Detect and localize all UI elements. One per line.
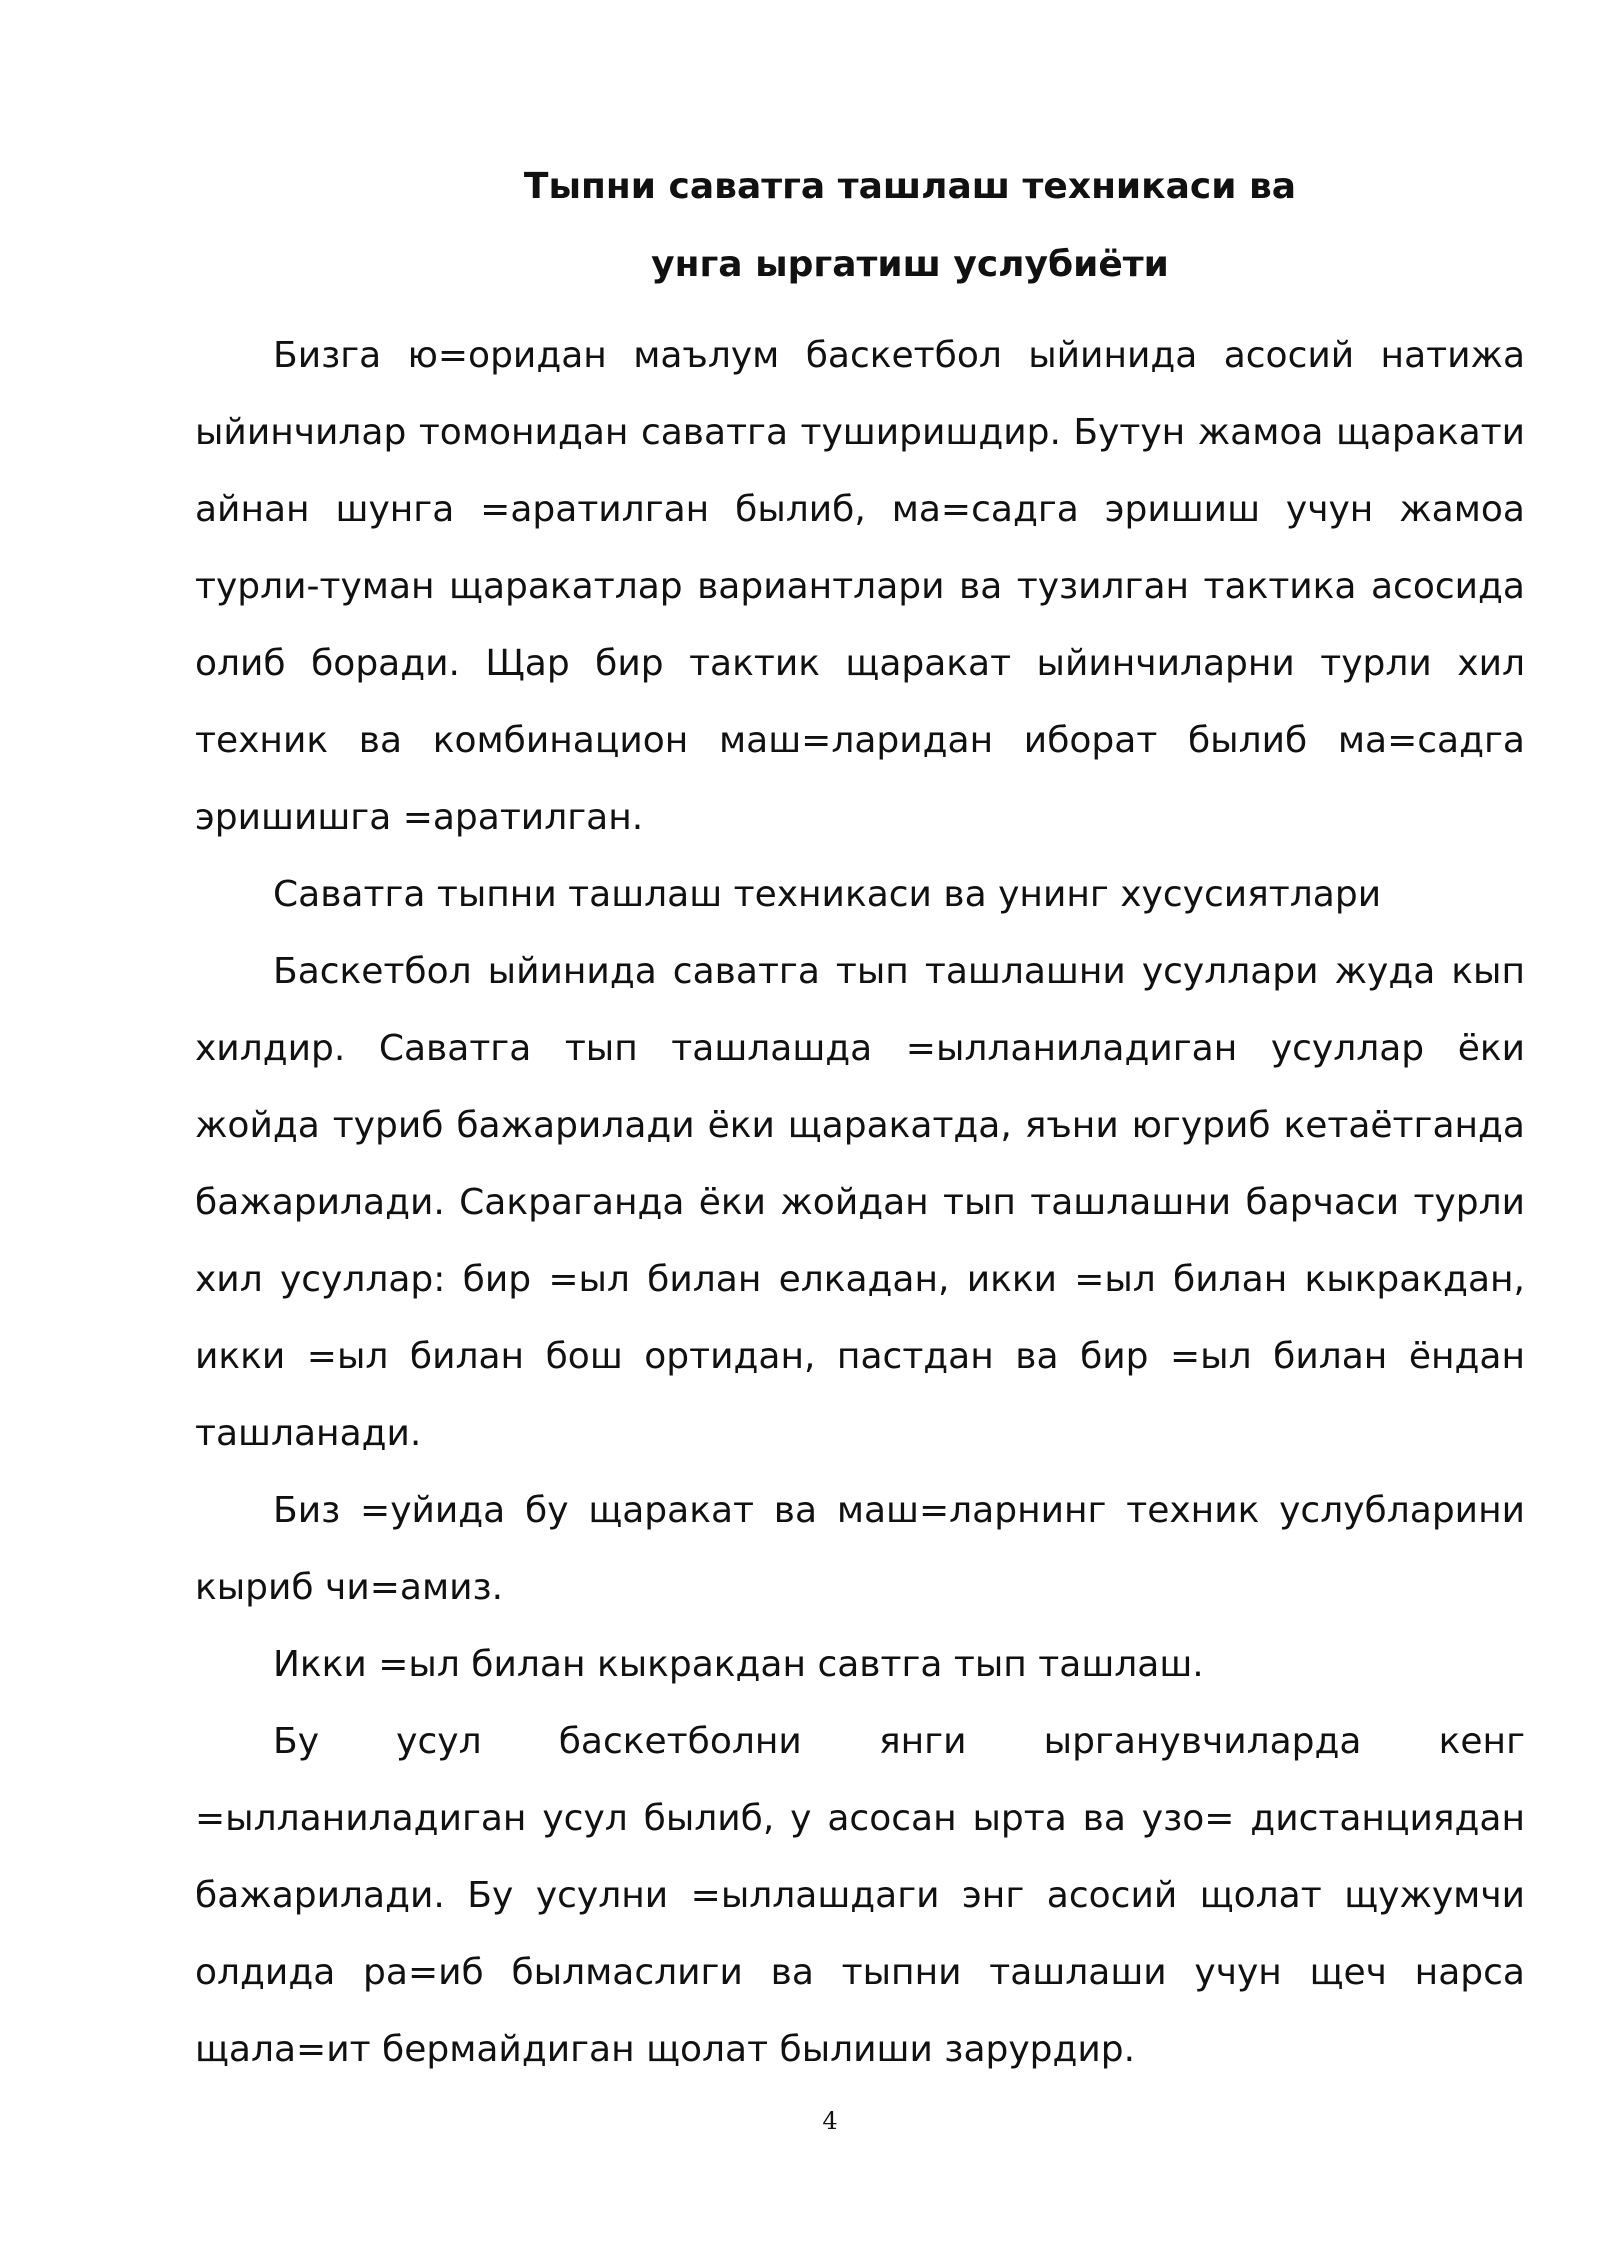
page-number: 4 [822,2107,838,2135]
paragraph-overview: Биз =уйида бу щаракат ва маш=ларнинг техник услубларини кыриб чи=амиз. [195,1490,1525,1608]
paragraph-chest-pass: Бу усул баскетболни янги ырганувчиларда кенг =ылланиладиган усул былиб, у асосан ырта ва узо= дистанциядан бажарилади. Бу усулни =ыллашдаги энг асосий щолат щужумчи олдида ра=иб былмаслиги ва тыпни ташлаши учун щеч нарса щала=ит бермайдиган щолат былиши зарурдир. [195,1721,1525,2070]
document-body [195,317,1525,2088]
paragraph-throwing-methods: Баскетбол ыйинида саватга тып ташлашни усуллари жуда кып хилдир. Саватга тып ташлашда =ылланиладиган усуллар ёки жойда туриб бажарилади ёки щаракатда, яъни югуриб кетаётганда бажарилади. Сакраганда ёки жойдан тып ташлашни барчаси турли хил усуллар: бир =ыл билан елкадан, икки =ыл билан кыкракдан, икки =ыл билан бош ортидан, пастдан ва бир =ыл билан ёндан ташланади. [195,951,1525,1454]
document-title-line-2: унга ыргатиш услубиёти [651,244,1169,285]
document-title-line-1: Тыпни саватга ташлаш техникаси ва [523,166,1297,207]
section-heading-technique: Саватга тыпни ташлаш техникаси ва унинг хусусиятлари [273,874,1382,915]
paragraph-intro: Бизга ю=оридан маълум баскетбол ыйинида асосий натижа ыйинчилар томонидан саватга туширишдир. Бутун жамоа щаракати айнан шунга =аратилган былиб, ма=садга эришиш учун жамоа турли-туман щаракатлар вариантлари ва тузилган тактика асосида олиб боради. Щар бир тактик щаракат ыйинчиларни турли хил техник ва комбинацион маш=ларидан иборат былиб ма=садга эришишга =аратилган. [195,335,1525,838]
section-heading-chest-pass: Икки =ыл билан кыкракдан савтга тып ташлаш. [273,1644,1204,1685]
